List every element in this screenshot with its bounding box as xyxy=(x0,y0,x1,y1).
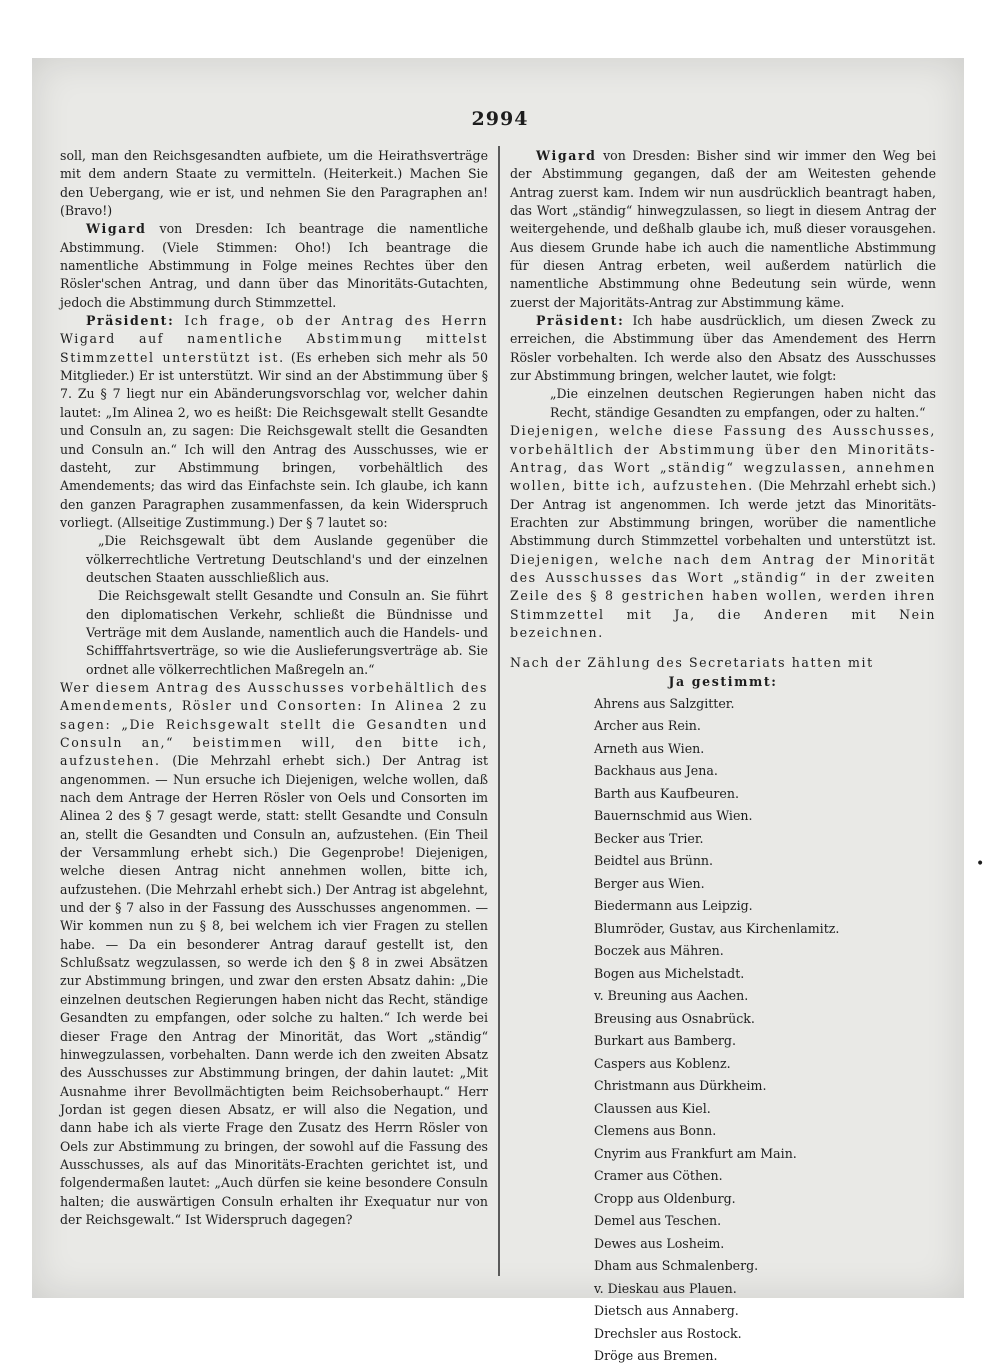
name-list xyxy=(510,693,936,1368)
list-item: Christmann aus Dürkheim. xyxy=(594,1078,767,1094)
quotation: „Die Reichsgewalt übt dem Auslande gegenüber die völkerrechtliche Vertretung Deutschland's und der einzelnen deutschen Staaten ausschließlich aus. xyxy=(86,533,488,585)
list-item: Burkart aus Bamberg. xyxy=(594,1033,736,1049)
quotation: „Die einzelnen deutschen Regierungen haben nicht das Recht, ständige Gesandten zu empfangen, oder zu halten.“ xyxy=(550,386,936,420)
paragraph: Präsident: Ich habe ausdrücklich, um diesen Zweck zu erreichen, die Abstimmung über das Amendement des Herrn Rösler vorbehalten. Ich werde also den Absatz des Ausschusses zur Abstimmung bringen, welcher lautet, wie folgt: xyxy=(510,313,936,384)
paragraph: Diejenigen, welche diese Fassung des Ausschusses, vorbehältlich der Abstimmung über den Minoritäts-Antrag, das Wort „ständig“ wegzulassen, annehmen wollen, bitte ich, aufzustehen. (Die Mehrzahl erhebt sich.) Der Antrag ist angenommen. Ich werde jetzt das Minoritäts-Erachten zur Abstimmung bringen, worüber die namentliche Abstimmung durch Stimmzettel vorbehalten und unterstützt ist. Diejenigen, welche nach dem Antrag der Minorität des Ausschusses das Wort „ständig“ in der zweiten Zeile des § 8 gestrichen haben wollen, werden ihren Stimmzettel mit Ja, die Anderen mit Nein bezeichnen. xyxy=(510,423,936,640)
list-item: Biedermann aus Leipzig. xyxy=(594,898,753,914)
list-item: Demel aus Teschen. xyxy=(594,1213,722,1229)
list-item: Dietsch aus Annaberg. xyxy=(594,1303,739,1319)
list-item: Cropp aus Oldenburg. xyxy=(594,1190,736,1206)
list-item: Breusing aus Osnabrück. xyxy=(594,1010,755,1026)
list-item: Cnyrim aus Frankfurt am Main. xyxy=(594,1145,797,1161)
paragraph: Wigard von Dresden: Bisher sind wir immer den Weg bei der Abstimmung gegangen, daß der am Weitesten gehende Antrag zuerst kam. Indem wir nun ausdrücklich beantragt haben, das Wort „ständig“ hinwegzulassen, so liegt in diesem Antrag der weitergehende, und deßhalb glaube ich, muß dieser vorausgehen. Aus diesem Grunde habe ich auch die namentliche Abstimmung für diesen Antrag erbeten, weil außerdem natürlich die namentliche Abstimmung ohne Bedeutung sein würde, wenn zuerst der Majoritäts-Antrag zur Abstimmung käme. xyxy=(510,148,936,310)
paragraph: Präsident: Ich frage, ob der Antrag des Herrn Wigard auf namentliche Abstimmung mittelst Stimmzettel unterstützt ist. (Es erheben sich mehr als 50 Mitglieder.) Er ist unterstützt. Wir sind an der Abstimmung über § 7. Zu § 7 liegt nur ein Abänderungsvorschlag vor, welcher dahin lautet: „Im Alinea 2, wo es heißt: Die Reichsgewalt stellt Gesandte und Consuln an, zu sagen: Die Reichsgewalt stellt die Gesandten und Consuln an.“ Ich will den Antrag des Ausschusses, wie er dasteht, zur Abstimmung bringen, vorbehältlich des Amendements; das wird das Einfachste sein. Ich glaube, ich kann den ganzen Paragraphen zusammenfassen, da kein Widerspruch vorliegt. (Allseitige Zustimmung.) Der § 7 lautet so: xyxy=(60,313,488,530)
list-item: Dröge aus Bremen. xyxy=(594,1348,718,1364)
right-column xyxy=(510,147,936,1368)
list-item: Ahrens aus Salzgitter. xyxy=(594,695,735,711)
list-item: Cramer aus Cöthen. xyxy=(594,1168,723,1184)
list-item: Claussen aus Kiel. xyxy=(594,1100,711,1116)
tally-heading: Nach der Zählung des Secretariats hatten mit xyxy=(510,655,874,671)
list-item: Boczek aus Mähren. xyxy=(594,943,724,959)
list-item: Arneth aus Wien. xyxy=(594,740,705,756)
list-item: Caspers aus Koblenz. xyxy=(594,1055,731,1071)
list-item: Barth aus Kaufbeuren. xyxy=(594,785,739,801)
list-item: v. Dieskau aus Plauen. xyxy=(594,1280,737,1296)
speaker-name: Wigard xyxy=(536,148,597,163)
list-item: Dham aus Schmalenberg. xyxy=(594,1258,759,1274)
list-item: Bauernschmid aus Wien. xyxy=(594,808,753,824)
speaker-name: Wigard xyxy=(86,221,147,237)
list-item: Backhaus aus Jena. xyxy=(594,763,718,779)
page-number: 2994 xyxy=(471,108,529,130)
list-item: Clemens aus Bonn. xyxy=(594,1123,717,1139)
speaker-name: Präsident: xyxy=(86,313,175,329)
list-item: Archer aus Rein. xyxy=(594,718,701,734)
list-item: Berger aus Wien. xyxy=(594,875,705,891)
list-item: Blumröder, Gustav, aus Kirchenlamitz. xyxy=(594,920,840,936)
list-item: Bogen aus Michelstadt. xyxy=(594,965,745,981)
paragraph: Wigard von Dresden: Ich beantrage die namentliche Abstimmung. (Viele Stimmen: Oho!) Ich beantrage die namentliche Abstimmung in Folge meines Rechtes über den Rösler'schen Antrag, und dann über das Minoritäts-Gutachten, jedoch die Abstimmung durch Stimmzettel. xyxy=(60,221,488,310)
list-item: Drechsler aus Rostock. xyxy=(594,1325,742,1341)
paragraph: Wer diesem Antrag des Ausschusses vorbehältlich des Amendements, Rösler und Consorten: In Alinea 2 zu sagen: „Die Reichsgewalt stellt die Gesandten und Consuln an,“ beistimmen will, den bitte ich, aufzustehen. (Die Mehrzahl erhebt sich.) Der Antrag ist angenommen. — Nun ersuche ich Diejenigen, welche wollen, daß nach dem Antrage der Herren Rösler von Oels und Consorten im Alinea 2 des § 7 gesagt werde, statt: stellt Gesandte und Consuln an, stellt die Gesandten und Consuln an, aufzustehen. (Ein Theil der Versammlung erhebt sich.) Die Gegenprobe! Diejenigen, welche diesen Antrag nicht annehmen wollen, bitte ich, aufzustehen. (Die Mehrzahl erhebt sich.) Der Antrag ist abgelehnt, und der § 7 also in der Fassung des Ausschusses angenommen. — Wir kommen nun zu § 8, bei welchem ich vier Fragen zu stellen habe. — Da ein besonderer Antrag darauf gestellt ist, den Schlußsatz wegzulassen, so werde ich den § 8 in zwei Absätzen zur Abstimmung bringen, und zwar den ersten Absatz dahin: „Die einzelnen deutschen Regierungen haben nicht das Recht, ständige Gesandten zu empfangen, oder solche zu halten.“ Ich werde bei dieser Frage den Antrag der Minorität, das Wort „ständig“ hinwegzulassen, vorbehalten. Dann werde ich den zweiten Absatz des Ausschusses zur Abstimmung bringen, der dahin lautet: „Mit Ausnahme ihrer Bevollmächtigten beim Reichsoberhaupt.“ Herr Jordan ist gegen diesen Absatz, er will also die Negation, und dann habe ich als vierte Frage den Zusatz des Herrn Rösler von Oels zur Abstimmung zu bringen, der sowohl auf die Fassung des Ausschusses, als auf das Minoritäts-Erachten gerichtet ist, und folgendermaßen lautet: „Auch dürfen sie keine besondere Consuln halten; die auswärtigen Consuln erhalten ihr Exequatur nur von der Reichsgewalt.“ Ist Widerspruch dagegen? xyxy=(60,679,488,1227)
speaker-name: Präsident: xyxy=(536,313,625,329)
paragraph: soll, man den Reichsgesandten aufbiete, um die Heirathsverträge mit dem andern Staate zu vermitteln. (Heiterkeit.) Machen Sie den Uebergang, wie er ist, und nehmen Sie den Paragraphen an! (Bravo!) xyxy=(60,148,488,219)
tally-subheading: Ja gestimmt: xyxy=(668,673,778,689)
list-item: v. Breuning aus Aachen. xyxy=(594,988,749,1004)
quotation: Die Reichsgewalt stellt Gesandte und Consuln an. Sie führt den diplomatischen Verkehr, schließt die Bündnisse und Verträge mit dem Auslande, namentlich auch die Handels- und Schifffahrtsverträge, so wie die Auslieferungsverträge ab. Sie ordnet alle völkerrechtlichen Maßregeln an.“ xyxy=(86,588,488,677)
list-item: Beidtel aus Brünn. xyxy=(594,853,714,869)
list-item: Dewes aus Losheim. xyxy=(594,1235,725,1251)
list-item: Becker aus Trier. xyxy=(594,830,704,846)
column-divider xyxy=(498,146,500,1276)
ink-speck: • xyxy=(976,856,985,872)
left-column xyxy=(60,147,488,1229)
